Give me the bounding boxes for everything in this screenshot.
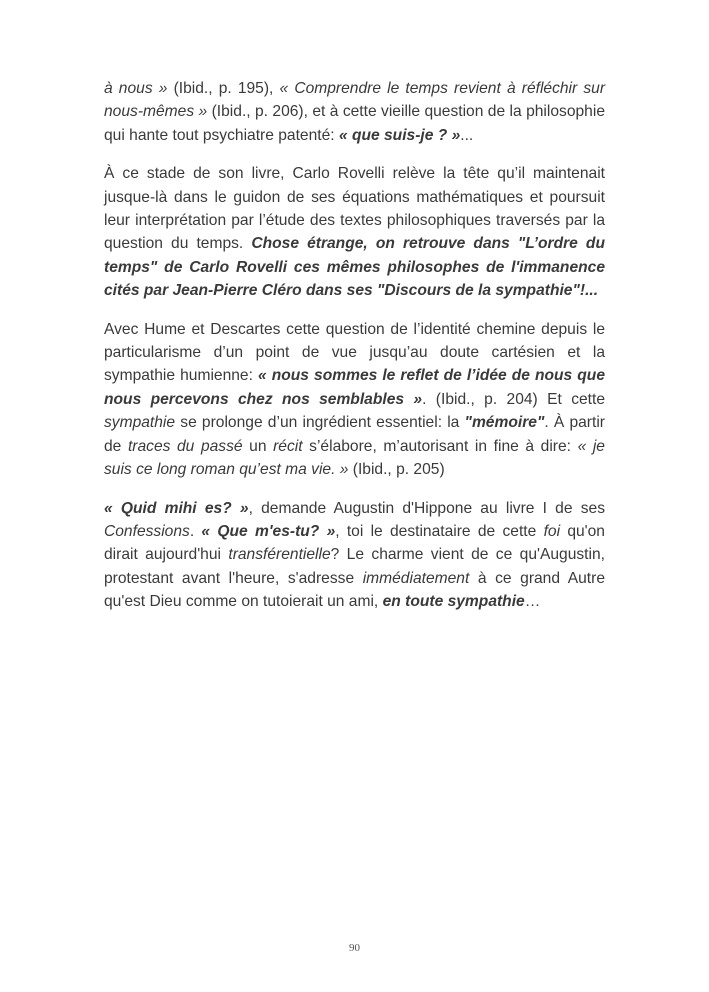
text-segment: foi [543, 522, 561, 540]
text-segment: . [189, 522, 202, 540]
text-segment: (Ibid., p. 206), et à cette vieille question de la philosophie qui hante tout psychiatre patenté: [104, 103, 605, 144]
text-segment: se prolonge d’un ingrédient essentiel: la [175, 414, 465, 432]
text-segment: transférentielle [228, 546, 331, 564]
paragraph [104, 162, 605, 302]
text-segment: … [524, 593, 541, 611]
text-segment: « que suis-je ? » [338, 126, 461, 144]
text-segment: (Ibid., p. 205) [348, 461, 445, 479]
text-segment: ... [460, 126, 474, 144]
text-segment: traces du passé [127, 437, 243, 455]
text-segment: immédiatement [362, 569, 470, 587]
text-segment: un [242, 437, 274, 455]
paragraph [104, 318, 605, 482]
text-segment: . (Ibid., p. 204) Et cette [422, 390, 605, 408]
text-segment: « je suis ce long roman qu’est ma vie. » [104, 437, 605, 479]
text-segment: « Comprendre le temps revient à réfléchir sur nous-mêmes » [104, 80, 606, 121]
text-segment: ? Le charme vient de ce qu'Augustin, protestant avant l'heure, s'adresse [104, 546, 605, 587]
text-segment: Confessions [104, 522, 190, 540]
text-segment: récit [273, 437, 303, 455]
text-segment: en toute sympathie [382, 593, 525, 611]
page-number: 90 [349, 942, 360, 954]
text-segment: s’élabore, m’autorisant in fine à dire: [302, 437, 578, 455]
text-segment: sympathie [104, 414, 176, 432]
text-segment: Chose étrange, on retrouve dans "L’ordre du temps" de Carlo Rovelli ces mêmes philosophes de l'immanence cités par Jean-Pierre Cléro dans ses "Discours de la sympathie"!... [104, 235, 605, 300]
text-segment: « Quid mihi es? » [104, 499, 249, 517]
text-segment: Avec Hume et Descartes cette question de l’identité chemine depuis le particularisme d’un point de vue jusqu’au doute cartésien et la sympathie humienne: [104, 320, 605, 385]
paragraph [104, 77, 605, 147]
text-segment: "mémoire" [464, 414, 545, 432]
body-text [104, 77, 605, 629]
text-segment: « nous sommes le reflet de l’idée de nous que nous percevons chez nos semblables » [104, 367, 606, 408]
text-segment: (Ibid., p. 195), [167, 80, 280, 97]
text-segment: À ce stade de son livre, Carlo Rovelli relève la tête qu’il maintenait jusque-là dans le guidon de ses équations mathématiques et poursuit leur interprétation par l’étude des textes philosophiques traversés par la question du temps. [104, 165, 605, 253]
text-segment: à nous » [104, 80, 168, 97]
text-segment: , demande Augustin d'Hippone au livre I de ses [248, 499, 605, 517]
text-segment: . À partir de [104, 414, 605, 455]
text-segment: , toi le destinataire de cette [335, 522, 544, 540]
text-segment: qu'on dirait aujourd'hui [104, 522, 605, 564]
text-segment: à ce grand Autre qu'est Dieu comme on tutoierait un ami, [104, 569, 606, 611]
paragraph [104, 497, 605, 614]
text-segment: « Que m'es-tu? » [201, 522, 336, 540]
